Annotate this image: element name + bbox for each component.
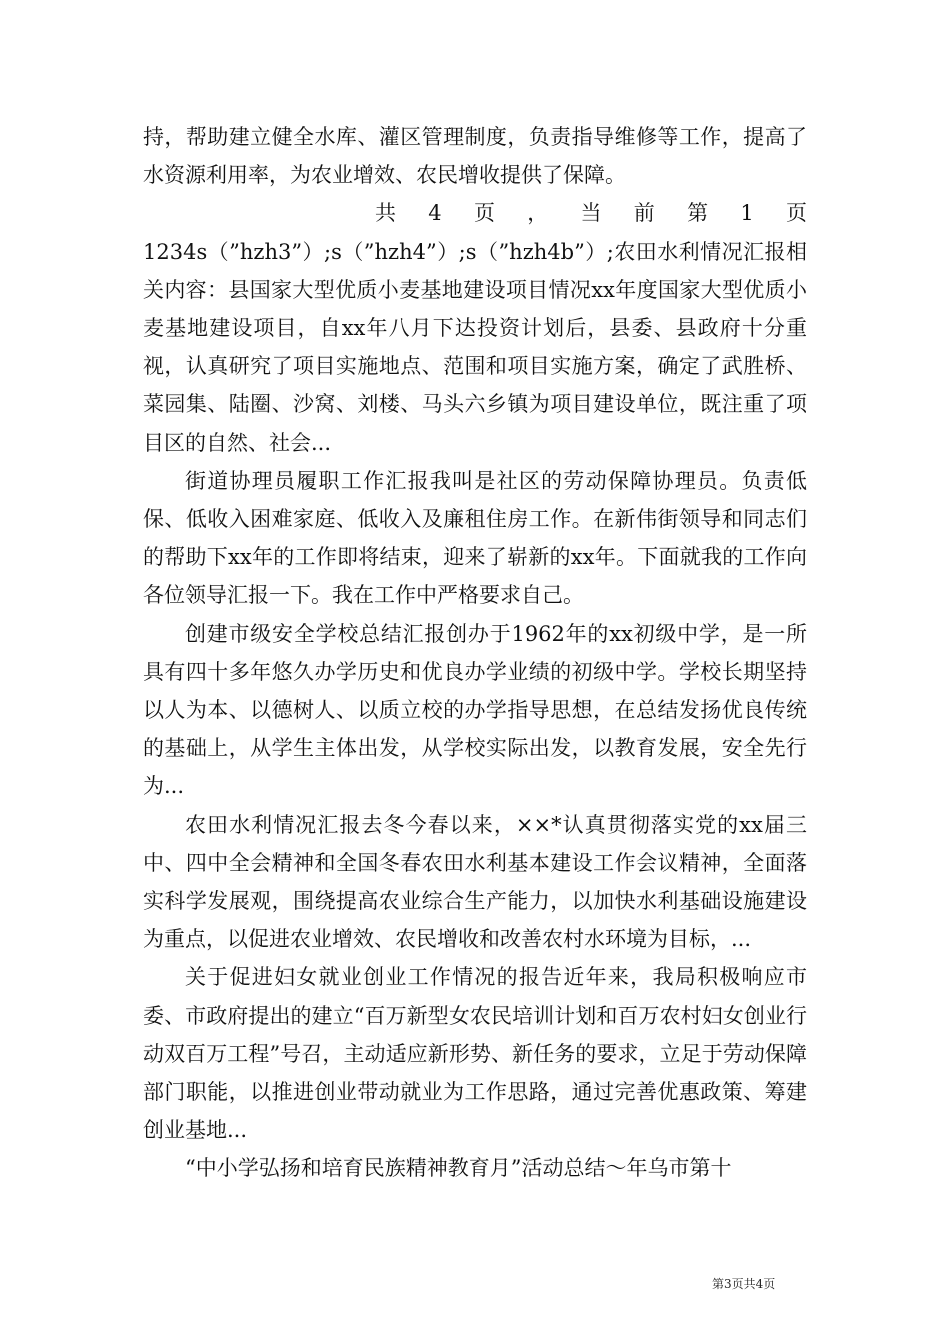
page-counter-glyph: 当	[580, 201, 602, 226]
page-counter-glyph: 第	[687, 201, 709, 226]
document-body	[143, 118, 807, 1188]
page-counter-glyph: 共	[375, 201, 396, 226]
article-paragraph: 街道协理员履职工作汇报我叫是社区的劳动保障协理员。负责低保、低收入困难家庭、低收入及廉租住房工作。在新伟街领导和同志们的帮助下xx年的工作即将结束，迎来了崭新的xx年。下面就我的工作向各位领导汇报一下。我在工作中严格要求自己。	[143, 468, 807, 608]
page-counter-glyph: 1	[740, 201, 754, 226]
page-counter-glyph: ，	[527, 201, 549, 226]
page-counter-glyph: 页	[473, 201, 495, 226]
article-paragraph: 农田水利情况汇报去冬今春以来，××*认真贯彻落实党的xx届三中、四中全会精神和全国冬春农田水利基本建设工作会议精神，全面落实科学发展观，围绕提高农业综合生产能力，以加快水利基础设施建设为重点，以促进农业增效、农民增收和改善农村水环境为目标，...	[143, 812, 807, 952]
article-paragraph: “中小学弘扬和培育民族精神教育月”活动总结～年乌市第十	[185, 1156, 732, 1181]
page-counter-glyph: 前	[633, 201, 655, 226]
page-counter-line	[143, 194, 807, 232]
opening-paragraph: 持，帮助建立健全水库、灌区管理制度，负责指导维修等工作，提高了水资源利用率，为农业增效、农民增收提供了保障。	[143, 125, 807, 188]
page-counter-glyph: 4	[428, 201, 442, 226]
article-paragraph: 创建市级安全学校总结汇报创办于1962年的xx初级中学，是一所具有四十多年悠久办学历史和优良办学业绩的初级中学。学校长期坚持以人为本、以德树人、以质立校的办学指导思想，在总结发扬优良传统的基础上，从学生主体出发，从学校实际出发，以教育发展，安全先行为...	[143, 621, 807, 799]
page-number-footer: 第3页共4页	[712, 1277, 776, 1291]
page-counter-glyph: 页	[786, 201, 807, 226]
article-paragraph: 关于促进妇女就业创业工作情况的报告近年来，我局积极响应市委、市政府提出的建立“百万新型女农民培训计划和百万农村妇女创业行动双百万工程”号召，主动适应新形势、新任务的要求，立足于劳动保障部门职能，以推进创业带动就业为工作思路，通过完善优惠政策、筹建创业基地...	[143, 965, 807, 1143]
reference-paragraph: 1234s（”hzh3”）;s（”hzh4”）;s（”hzh4b”）;农田水利情况汇报相关内容：县国家大型优质小麦基地建设项目情况xx年度国家大型优质小麦基地建设项目，自xx年八月下达投资计划后，县委、县政府十分重视，认真研究了项目实施地点、范围和项目实施方案，确定了武胜桥、菜园集、陆圈、沙窝、刘楼、马头六乡镇为项目建设单位，既注重了项目区的自然、社会...	[143, 239, 807, 455]
